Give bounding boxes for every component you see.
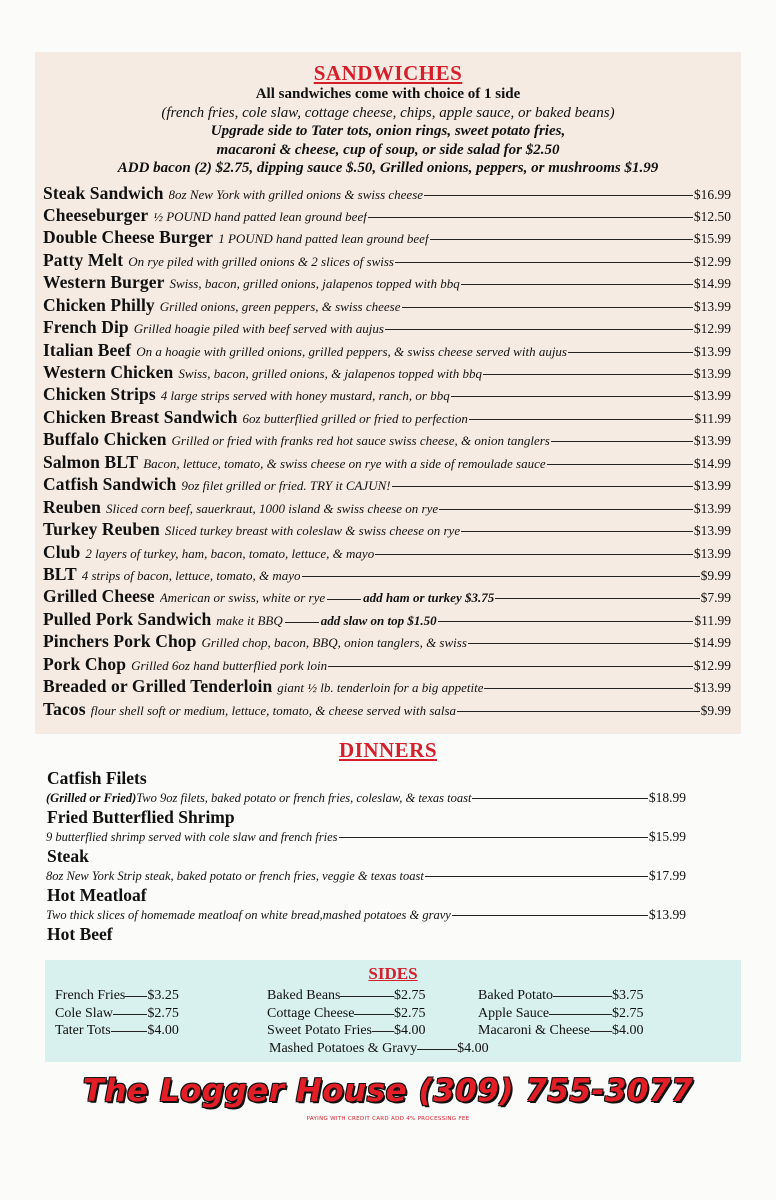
item-name: Turkey Reuben	[43, 519, 160, 540]
sandwiches-intro	[35, 85, 741, 178]
item-description	[218, 228, 428, 250]
item-description	[136, 341, 567, 363]
leader-line	[553, 996, 612, 997]
leader-line	[439, 509, 693, 510]
leader-line	[438, 621, 694, 622]
dinner-item	[0, 924, 776, 944]
sides-section	[45, 960, 741, 1062]
dinner-prefix: (Grilled or Fried)	[46, 791, 137, 805]
item-description-text: Bacon, lettuce, tomato, & swiss cheese on rye with a side of remoulade sauce	[143, 455, 546, 471]
dinner-price: $18.99	[648, 790, 686, 805]
item-price: $9.99	[700, 702, 731, 718]
item-description	[172, 430, 550, 452]
leader-line	[375, 554, 693, 555]
side-item-price: $4.00	[457, 1041, 489, 1056]
menu-item	[35, 541, 741, 563]
side-item	[478, 1005, 643, 1023]
menu-item	[35, 361, 741, 383]
leader-line	[111, 1031, 148, 1032]
menu-item	[35, 339, 741, 361]
dinner-name: Hot Meatloaf	[47, 885, 147, 905]
leader-line	[568, 352, 693, 353]
item-description-text: 1 POUND hand patted lean ground beef	[218, 231, 429, 247]
menu-item	[35, 608, 741, 630]
side-item-name: French Fries	[55, 988, 126, 1003]
menu-item	[35, 316, 741, 338]
side-item	[267, 1022, 426, 1040]
item-description	[178, 363, 482, 385]
intro-line: (french fries, cole slaw, cottage cheese, chips, apple sauce, or baked beans)	[161, 104, 615, 121]
dinner-description	[46, 789, 471, 808]
item-description	[161, 385, 450, 407]
item-name: Italian Beef	[43, 339, 132, 360]
dinner-description-text: Two 9oz filets, baked potato or french fries, coleslaw, & texas toast	[136, 791, 472, 805]
item-description	[165, 520, 460, 542]
item-price: $13.99	[693, 680, 731, 696]
item-price: $12.99	[693, 657, 731, 673]
side-item	[269, 1041, 489, 1057]
item-price: $13.99	[693, 523, 731, 539]
menu-item	[35, 473, 741, 495]
item-name: Patty Melt	[43, 249, 124, 270]
item-description	[201, 632, 466, 654]
dinner-list	[0, 768, 776, 944]
item-price: $13.99	[693, 500, 731, 516]
leader-line	[430, 239, 693, 240]
side-item-name: Cole Slaw	[55, 1005, 113, 1021]
dinner-detail	[46, 827, 686, 846]
item-name: Pinchers Pork Chop	[43, 631, 197, 652]
item-price: $13.99	[693, 433, 731, 449]
dinner-item	[0, 846, 776, 885]
dinner-item	[0, 885, 776, 924]
item-description-text: giant ½ lb. tenderloin for a big appetite	[277, 680, 484, 696]
item-price: $13.99	[693, 478, 731, 494]
item-name: Salmon BLT	[43, 451, 139, 472]
leader-line	[461, 531, 693, 532]
item-description-text: Sliced corn beef, sauerkraut, 1000 island & swiss cheese on rye	[105, 500, 439, 516]
sides-title: SIDES	[368, 964, 418, 983]
leader-line	[468, 643, 693, 644]
item-description	[277, 677, 483, 699]
side-item-price: $2.75	[394, 1005, 426, 1021]
item-description	[82, 565, 301, 587]
menu-item	[35, 518, 741, 540]
item-description-text: Swiss, bacon, grilled onions, jalapenos topped with bbq	[169, 276, 460, 292]
leader-line	[285, 622, 319, 623]
dinners-title: DINNERS	[338, 738, 438, 762]
leader-line	[495, 598, 699, 599]
item-name: Club	[43, 541, 81, 562]
item-description	[181, 475, 390, 497]
item-name: Western Chicken	[43, 362, 174, 382]
side-item-price: $3.75	[611, 988, 644, 1003]
side-item-price: $2.75	[147, 1005, 179, 1021]
menu-item	[35, 271, 741, 293]
leader-line	[483, 374, 693, 375]
item-name: Pork Chop	[43, 653, 127, 674]
menu-item	[35, 294, 741, 316]
dinner-description-text: 8oz New York Strip steak, baked potato or french fries, veggie & texas toast	[46, 869, 424, 883]
item-description-text: make it BBQ	[216, 612, 283, 628]
item-description	[153, 206, 367, 228]
intro-line: All sandwiches come with choice of 1 side	[255, 86, 521, 102]
item-description-text: 4 strips of bacon, lettuce, tomato, & mayo	[81, 567, 301, 583]
dinner-price: $17.99	[648, 868, 686, 883]
intro-line: macaroni & cheese, cup of soup, or side salad for $2.50	[216, 141, 560, 158]
dinner-description	[46, 867, 424, 886]
item-name: Chicken Philly	[43, 294, 155, 315]
menu-item	[35, 204, 741, 226]
item-name: Grilled Cheese	[43, 586, 155, 607]
item-description-text: Grilled 6oz hand butterflied pork loin	[131, 657, 328, 673]
leader-line	[551, 441, 693, 442]
side-item-name: Baked Potato	[478, 988, 554, 1003]
leader-line	[484, 688, 692, 689]
item-description	[169, 273, 459, 295]
item-addon: add ham or turkey $3.75	[363, 590, 495, 606]
item-price: $13.99	[693, 366, 731, 381]
side-item	[55, 987, 179, 1005]
menu-item	[35, 585, 741, 607]
leader-line	[302, 576, 700, 577]
side-item-price: $4.00	[611, 1023, 644, 1038]
item-description-text: 4 large strips served with honey mustard, ranch, or bbq	[160, 388, 450, 404]
item-name: Chicken Breast Sandwich	[43, 406, 238, 427]
leader-line	[417, 1049, 457, 1050]
dinner-name: Fried Butterflied Shrimp	[47, 807, 235, 827]
leader-line	[547, 464, 693, 465]
side-item-name: Cottage Cheese	[267, 1005, 355, 1021]
side-item-name: Baked Beans	[267, 988, 341, 1003]
item-price: $12.99	[693, 253, 731, 269]
menu-item	[35, 630, 741, 652]
side-item	[55, 1022, 179, 1040]
leader-line	[372, 1031, 394, 1032]
item-description	[160, 296, 401, 318]
side-item-price: $3.25	[147, 988, 179, 1003]
item-name: Breaded or Grilled Tenderloin	[43, 676, 273, 697]
leader-line	[451, 396, 693, 397]
sandwiches-section	[35, 52, 741, 734]
item-description	[85, 543, 374, 565]
leader-line	[368, 217, 693, 218]
item-price: $12.99	[693, 321, 731, 337]
menu-item	[35, 698, 741, 720]
side-item-name: Apple Sauce	[478, 1005, 550, 1021]
item-description	[216, 610, 436, 632]
leader-line	[125, 996, 147, 997]
item-name: Cheeseburger	[43, 204, 149, 225]
menu-item	[35, 226, 741, 248]
item-price: $14.99	[693, 276, 731, 292]
dinner-description-text: Two thick slices of homemade meatloaf on white bread,mashed potatoes & gravy	[46, 908, 451, 922]
item-description	[160, 587, 494, 609]
item-description-text: Grilled onions, green peppers, & swiss cheese	[159, 298, 401, 314]
item-price: $12.50	[693, 208, 731, 224]
leader-line	[113, 1014, 147, 1015]
item-price: $14.99	[693, 635, 731, 651]
side-item-name: Macaroni & Cheese	[478, 1023, 590, 1038]
item-name: Catfish Sandwich	[43, 474, 177, 495]
dinner-price: $15.99	[648, 829, 686, 844]
item-description-text: ½ POUND hand patted lean ground beef	[153, 208, 367, 224]
item-price: $7.99	[700, 590, 731, 606]
dinner-name: Steak	[47, 846, 89, 866]
item-description-text: On a hoagie with grilled onions, grilled peppers, & swiss cheese served with aujus	[136, 343, 567, 359]
side-item-name: Mashed Potatoes & Gravy	[269, 1041, 418, 1056]
item-description-text: 6oz butterflied grilled or fried to perfection	[242, 410, 468, 426]
leader-line	[339, 837, 648, 838]
dinner-name: Hot Beef	[47, 924, 113, 944]
item-name: Western Burger	[43, 272, 165, 293]
dinner-item	[0, 807, 776, 846]
item-name: Reuben	[43, 496, 101, 517]
item-description	[106, 498, 438, 520]
leader-line	[340, 996, 394, 997]
item-name: Pulled Pork Sandwich	[43, 608, 212, 629]
side-item-name: Sweet Potato Fries	[267, 1023, 372, 1038]
menu-item	[35, 182, 741, 204]
item-description-text: flour shell soft or medium, lettuce, tomato, & cheese served with salsa	[90, 702, 457, 718]
dinner-description	[46, 906, 451, 925]
menu-item	[35, 383, 741, 405]
leader-line	[425, 876, 648, 877]
item-description-text: Grilled chop, bacon, BBQ, onion tanglers, & swiss	[201, 635, 467, 651]
item-description-text: American or swiss, white or rye	[159, 590, 326, 606]
sides-column	[55, 987, 179, 1040]
item-description	[143, 453, 545, 475]
item-description	[243, 408, 468, 430]
menu-item	[35, 653, 741, 675]
item-description	[134, 318, 384, 340]
side-item-price: $2.75	[394, 988, 426, 1003]
item-description	[131, 655, 327, 677]
item-description-text: Sliced turkey breast with coleslaw & swiss cheese on rye	[164, 523, 461, 539]
item-price: $16.99	[693, 186, 731, 202]
item-name: Steak Sandwich	[43, 182, 164, 203]
item-name: Tacos	[43, 698, 86, 719]
menu-item	[35, 675, 741, 697]
item-price: $15.99	[693, 231, 731, 247]
leader-line	[402, 307, 693, 308]
leader-line	[385, 329, 693, 330]
menu-item	[35, 428, 741, 450]
leader-line	[392, 486, 693, 487]
side-item-name: Tater Tots	[55, 1023, 111, 1038]
menu-item	[35, 451, 741, 473]
side-item-price: $4.00	[394, 1023, 426, 1038]
item-price: $13.99	[693, 343, 731, 359]
item-description-text: 8oz New York with grilled onions & swiss cheese	[168, 186, 424, 202]
menu-item	[35, 249, 741, 271]
leader-line	[354, 1014, 394, 1015]
side-item	[267, 987, 426, 1005]
item-description-text: 2 layers of turkey, ham, bacon, tomato, lettuce, & mayo	[85, 545, 375, 561]
item-price: $11.99	[694, 612, 731, 628]
item-addon: add slaw on top $1.50	[320, 612, 437, 628]
dinners-section	[0, 738, 776, 944]
side-item-price: $4.00	[147, 1023, 179, 1038]
item-price: $14.99	[693, 455, 731, 471]
intro-line: ADD bacon (2) $2.75, dipping sauce $.50, Grilled onions, peppers, or mushrooms $1.99	[117, 160, 659, 176]
fee-note: PAYING WITH CREDIT CARD ADD 4% PROCESSING FEE	[306, 1116, 470, 1122]
item-description-text: Grilled hoagie piled with beef served with aujus	[133, 321, 384, 337]
item-price: $11.99	[694, 410, 731, 426]
intro-line: Upgrade side to Tater tots, onion rings, sweet potato fries,	[210, 123, 566, 139]
item-description-text: Grilled or fried with franks red hot sauce swiss cheese, & onion tanglers	[171, 433, 550, 449]
sandwich-list	[35, 182, 741, 721]
leader-line	[424, 195, 693, 196]
dinner-detail	[46, 905, 686, 924]
sides-column	[478, 987, 643, 1040]
sides-column	[267, 987, 426, 1040]
menu-item	[35, 496, 741, 518]
leader-line	[472, 798, 647, 799]
item-name: Double Cheese Burger	[43, 227, 214, 248]
leader-line	[327, 599, 361, 600]
leader-line	[461, 284, 693, 285]
item-description	[91, 700, 456, 722]
dinner-detail	[46, 788, 686, 807]
dinner-detail	[46, 866, 686, 885]
item-name: BLT	[43, 563, 77, 584]
dinner-item	[0, 768, 776, 807]
dinner-price: $13.99	[648, 907, 686, 922]
sandwiches-title: SANDWICHES	[313, 61, 463, 85]
leader-line	[469, 419, 694, 420]
leader-line	[452, 915, 648, 916]
dinner-name: Catfish Filets	[47, 768, 147, 788]
item-price: $13.99	[693, 298, 731, 314]
item-name: Chicken Strips	[43, 384, 156, 405]
menu-item	[35, 406, 741, 428]
dinner-description-text: 9 butterflied shrimp served with cole slaw and french fries	[46, 830, 338, 844]
side-item	[267, 1005, 426, 1023]
item-description-text: 9oz filet grilled or fried. TRY it CAJUN!	[181, 478, 391, 494]
item-description	[128, 251, 394, 273]
side-item	[478, 987, 643, 1005]
leader-line	[457, 711, 700, 712]
leader-line	[328, 666, 693, 667]
item-description-text: Swiss, bacon, grilled onions, & jalapenos topped with bbq	[178, 366, 483, 381]
item-price: $13.99	[693, 545, 731, 561]
side-item	[55, 1005, 179, 1023]
side-item	[478, 1022, 643, 1040]
item-description	[169, 184, 423, 206]
item-price: $13.99	[693, 388, 731, 404]
leader-line	[590, 1031, 612, 1032]
restaurant-name-phone: The Logger House (309) 755-3077	[82, 1073, 694, 1109]
leader-line	[395, 262, 693, 263]
dinner-description	[46, 828, 338, 847]
item-price: $9.99	[700, 567, 731, 583]
item-name: French Dip	[43, 317, 129, 338]
side-item-price: $2.75	[611, 1005, 644, 1021]
item-description-text: On rye piled with grilled onions & 2 slices of swiss	[128, 253, 394, 269]
item-name: Buffalo Chicken	[43, 429, 167, 450]
menu-item	[35, 563, 741, 585]
leader-line	[549, 1014, 612, 1015]
